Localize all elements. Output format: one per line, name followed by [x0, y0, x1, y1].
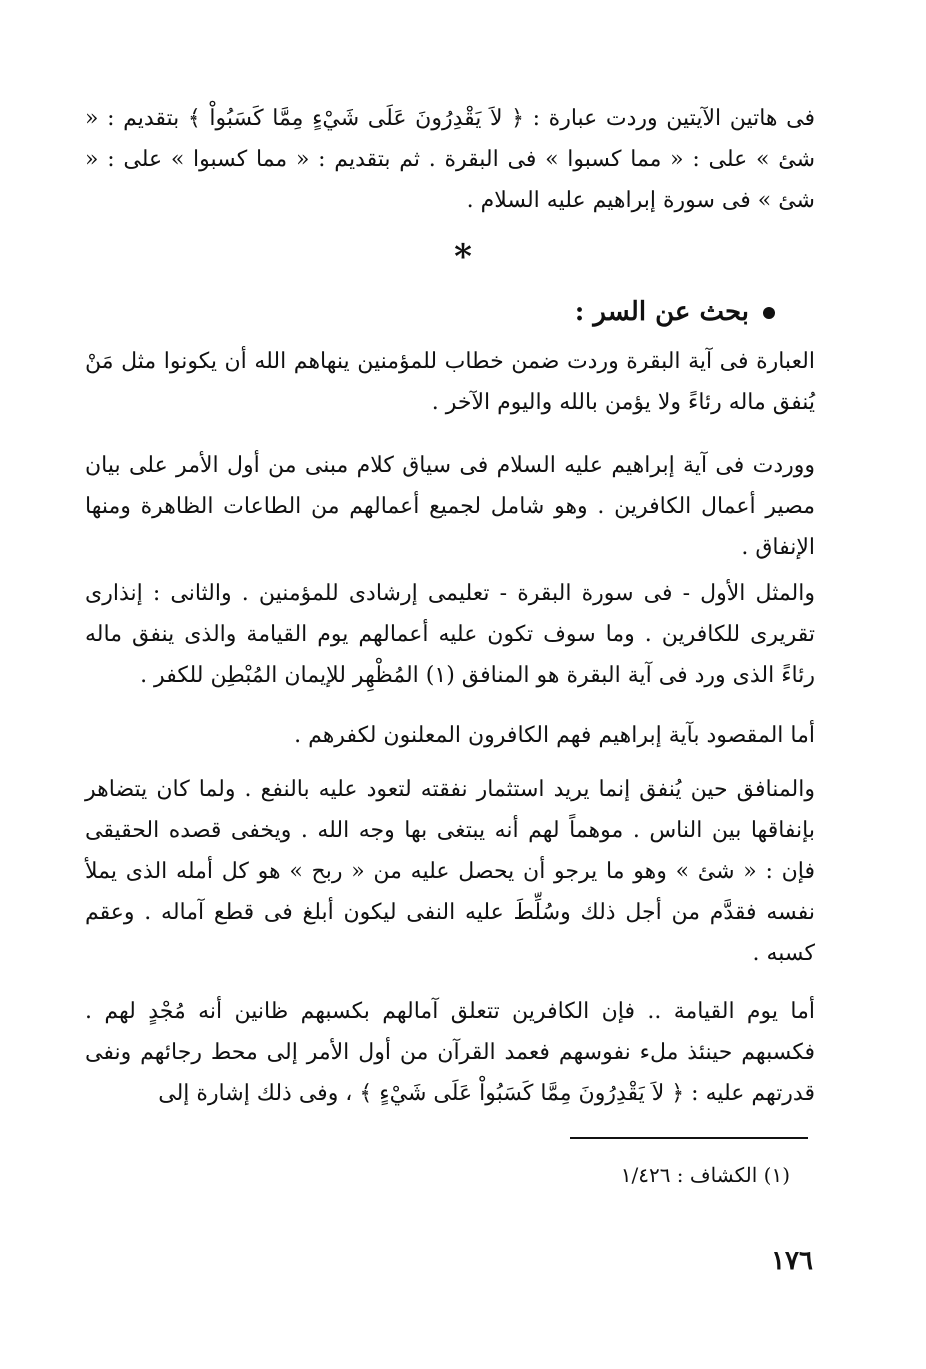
footnote-divider — [570, 1137, 808, 1139]
section-heading — [85, 295, 775, 329]
paragraph-6: أما يوم القيامة .. فإن الكافرين تتعلق آمالهم بكسبهم ظانين أنه مُجْدٍ لهم . فكسبهم حينئذ ملء نفوسهم فعمد القرآن من أول الأمر إلى محط رجائهم ونفى قدرتهم عليه : ﴿ لاَ يَقْدِرُونَ مِمَّا كَسَبُواْ عَلَى شَيْءٍ ﴾ ، وفى ذلك إشارة إلى — [85, 999, 815, 1106]
bullet-icon — [763, 307, 775, 319]
paragraph-3: والمثل الأول - فى سورة البقرة - تعليمى إرشادى للمؤمنين . والثانى : إنذارى تقريرى للكافرين . وما سوف تكون عليه أعمالهم يوم القيامة والذى ينفق ماله رئاءً الذى ورد فى آية البقرة هو المنافق (١) المُظْهِر للإيمان المُبْطِن للكفر . — [85, 581, 815, 688]
footnote: (١) الكشاف : ١/٤٢٦ — [620, 1163, 790, 1187]
paragraph-1: العبارة فى آية البقرة وردت ضمن خطاب للمؤمنين ينهاهم الله أن يكونوا مثل مَنْ يُنفق ماله رئاءً ولا يؤمن بالله واليوم الآخر . — [85, 349, 815, 415]
paragraph-2: ووردت فى آية إبراهيم عليه السلام فى سياق كلام مبنى من أول الأمر على بيان مصير أعمال الكافرين . وهو شامل لجميع أعمالهم من الطاعات الظاهرة ومنها الإنفاق . — [85, 453, 815, 560]
page-number: ١٧٦ — [771, 1246, 813, 1276]
section-heading-text: بحث عن السر : — [574, 297, 749, 327]
section-separator: * — [454, 237, 472, 277]
paragraph-intro: فى هاتين الآيتين وردت عبارة : ﴿ لاَ يَقْدِرُونَ عَلَى شَيْءٍ مِمَّا كَسَبُواْ ﴾ بتقديم : « شئ » على : « مما كسبوا » فى البقرة . ثم بتقديم : « مما كسبوا » على : « شئ » فى سورة إبراهيم عليه السلام . — [85, 106, 815, 213]
paragraph-5: والمنافق حين يُنفق إنما يريد استثمار نفقته لتعود عليه بالنفع . ولما كان يتضاهر بإنفاقها بين الناس . موهماً لهم أنه يبتغى بها وجه الله . ويخفى قصده الحقيقى فإن : « شئ » وهو ما يرجو أن يحصل عليه من « ربح » هو كل أمله الذى يملأ نفسه فقدَّم من أجل ذلك وسُلِّطَ عليه النفى ليكون أبلغ فى قطع آماله . وعقم كسبه . — [85, 777, 815, 966]
paragraph-4: أما المقصود بآية إبراهيم فهم الكافرون المعلنون لكفرهم . — [294, 723, 815, 748]
